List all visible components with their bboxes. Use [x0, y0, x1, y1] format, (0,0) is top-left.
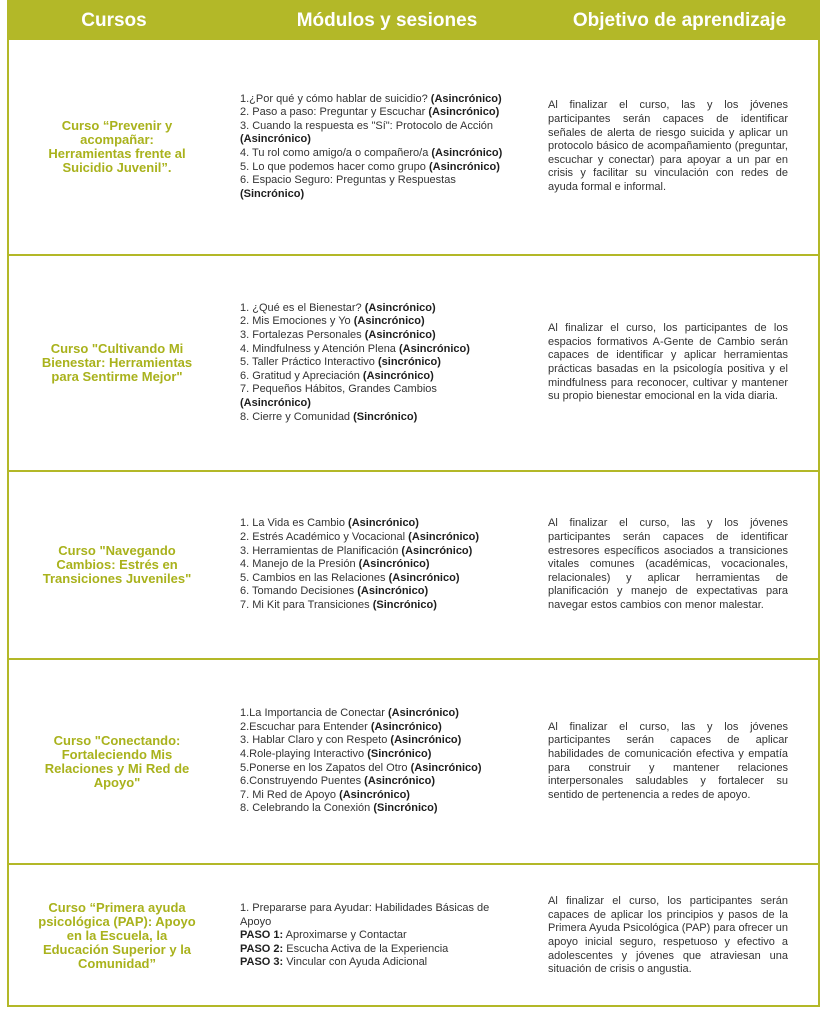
- module-item: [240, 517, 479, 531]
- module-title: 2. Estrés Académico y Vocacional: [240, 531, 406, 544]
- module-title: 3. Hablar Claro y con Respeto: [240, 734, 388, 747]
- modality-tag: (Asincrónico): [401, 544, 473, 557]
- table-row-prevenir: [9, 40, 818, 256]
- module-title: 4. Tu rol como amigo/a o compañero/a: [240, 147, 429, 159]
- modules-cell: [240, 660, 508, 863]
- modality-tag: (Asincrónico): [362, 369, 434, 382]
- module-item: [240, 147, 508, 161]
- modality-tag: (Asincrónico): [357, 585, 429, 598]
- module-item: [240, 161, 508, 175]
- modality-tag: (Sincrónico): [240, 187, 305, 200]
- module-title: Escucha Activa de la Experiencia: [286, 942, 449, 955]
- module-title: Vincular con Ayuda Adicional: [286, 956, 428, 969]
- module-title: 2. Paso a paso: Preguntar y Escuchar: [240, 106, 426, 119]
- course-cell: [9, 256, 225, 470]
- learning-objective: Al finalizar el curso, los participantes serán capaces de aplicar los principios y pasos de la Primera Ayuda Psicológica (PAP) para ofrecer un apoyo inicial seguro, respetuoso y efectivo a adolescentes y jóvenes que atraviesan una situación de crisis o angustia.: [548, 895, 788, 976]
- modality-tag: (Asincrónico): [431, 147, 503, 159]
- module-item: [240, 585, 479, 599]
- module-item: [240, 599, 479, 613]
- modality-tag: (Asincrónico): [410, 761, 482, 774]
- module-title: 6.Construyendo Puentes: [240, 775, 362, 788]
- module-title: 7. Mi Red de Apoyo: [240, 788, 337, 801]
- module-item: [240, 707, 482, 721]
- modality-tag: (Sincrónico): [373, 802, 438, 815]
- modality-tag: (Asincrónico): [353, 315, 425, 328]
- modality-tag: (Asincrónico): [364, 301, 436, 314]
- modality-tag: (Asincrónico): [430, 92, 502, 105]
- modality-tag: (Asincrónico): [428, 160, 500, 173]
- course-title: Curso "Navegando Cambios: Estrés en Transiciones Juveniles": [42, 543, 192, 586]
- modality-tag: (Sincrónico): [372, 598, 437, 611]
- learning-objective: Al finalizar el curso, las y los jóvenes participantes serán capaces de aplicar habilidades de comunicación efectiva y empatía para construir y mantener relaciones interpersonales saludables y fortalecer su sentido de pertenencia a redes de apoyo.: [548, 720, 788, 801]
- module-title: 5. Taller Práctico Interactivo: [240, 356, 375, 369]
- module-title: 1. ¿Qué es el Bienestar?: [240, 301, 362, 314]
- module-list: [240, 517, 479, 612]
- module-list: [240, 302, 508, 424]
- header-courses: Cursos: [81, 10, 147, 31]
- module-item: [240, 315, 508, 329]
- module-title: 2. Mis Emociones y Yo: [240, 315, 351, 328]
- course-cell: [9, 40, 225, 254]
- module-title: 5. Lo que podemos hacer como grupo: [240, 160, 426, 173]
- module-item: [240, 956, 508, 970]
- module-title: 1.La Importancia de Conectar: [240, 707, 385, 720]
- objective-cell: [548, 660, 788, 863]
- module-item: [240, 545, 479, 559]
- course-title: Curso "Cultivando Mi Bienestar: Herramientas para Sentirme Mejor": [41, 341, 193, 384]
- course-cell: [9, 865, 225, 1007]
- module-item: [240, 902, 508, 929]
- module-item: [240, 370, 508, 384]
- module-title: 3. Fortalezas Personales: [240, 329, 362, 342]
- objective-cell: [548, 472, 788, 658]
- table-row-navegando: [9, 472, 818, 660]
- module-item: [240, 531, 479, 545]
- module-list: [240, 707, 482, 816]
- module-title: 3. Herramientas de Planificación: [240, 544, 399, 557]
- module-item: [240, 302, 508, 316]
- modality-tag: (Asincrónico): [364, 775, 436, 788]
- module-list: [240, 93, 508, 202]
- modality-tag: (Asincrónico): [388, 571, 460, 584]
- modality-tag: (Sincrónico): [367, 747, 432, 760]
- module-title: 8. Cierre y Comunidad: [240, 410, 351, 423]
- modality-tag: (Sincrónico): [353, 410, 418, 423]
- table-row-conectando: [9, 660, 818, 865]
- modality-tag: (Asincrónico): [428, 106, 500, 119]
- modality-tag: (Asincrónico): [364, 329, 436, 342]
- modules-cell: [240, 865, 508, 1007]
- header-objective: Objetivo de aprendizaje: [572, 10, 787, 31]
- learning-objective: Al finalizar el curso, los participantes de los espacios formativos A-Gente de Cambio serán capaces de identificar y aplicar herramientas prácticas basadas en la psicología positiva y el mindfulness para reconocer, cultivar y mantener su propio bienestar emocional en la vida diaria.: [548, 322, 788, 403]
- modality-tag: (Asincrónico): [240, 133, 311, 146]
- table-row-bienestar: [9, 256, 818, 472]
- table-row-pap: [9, 865, 818, 1007]
- modality-tag: (Asincrónico): [240, 396, 311, 409]
- modality-tag: (Asincrónico): [399, 342, 470, 355]
- objective-cell: [548, 40, 788, 254]
- module-title: 4.Role-playing Interactivo: [240, 747, 365, 760]
- module-item: [240, 120, 508, 147]
- objective-cell: [548, 865, 788, 1007]
- step-label: PASO 1:: [240, 929, 284, 942]
- module-title: 6. Tomando Decisiones: [240, 585, 355, 598]
- course-title: Curso "Conectando: Fortaleciendo Mis Relaciones y Mi Red de Apoyo": [44, 732, 190, 790]
- modality-tag: (Asincrónico): [348, 517, 419, 530]
- module-item: [240, 329, 508, 343]
- module-item: [240, 762, 482, 776]
- module-item: [240, 174, 508, 201]
- learning-objective: Al finalizar el curso, las y los jóvenes participantes serán capaces de identificar estresores específicos asociados a transiciones vitales comunes (académicas, vocacionales, relacionales) y aplicar herramientas de planificación y manejo de expectativas para navegar estos cambios con menor malestar.: [548, 517, 788, 611]
- module-title: 4. Manejo de la Presión: [240, 558, 356, 571]
- module-title: 4. Mindfulness y Atención Plena: [240, 342, 396, 355]
- modality-tag: (Asincrónico): [370, 720, 442, 733]
- module-item: [240, 558, 479, 572]
- module-item: [240, 943, 508, 957]
- module-item: [240, 106, 508, 120]
- module-title: Aproximarse y Contactar: [285, 929, 407, 942]
- module-title: 1. La Vida es Cambio: [240, 517, 345, 530]
- table-header: [9, 2, 818, 40]
- module-title: 8. Celebrando la Conexión: [240, 802, 371, 815]
- module-item: [240, 343, 508, 357]
- header-modules: Módulos y sesiones: [296, 10, 478, 31]
- module-title: 3. Cuando la respuesta es "Sí": Protocolo de Acción: [240, 119, 494, 132]
- modality-tag: (Asincrónico): [408, 531, 480, 544]
- course-title: Curso “Primera ayuda psicológica (PAP): Apoyo en la Escuela, la Educación Superior y la Comunidad”: [38, 900, 196, 971]
- module-title: 1.¿Por qué y cómo hablar de suicidio?: [240, 92, 428, 105]
- module-title: 6. Gratitud y Apreciación: [240, 369, 360, 382]
- module-item: [240, 383, 508, 410]
- module-title: 7. Pequeños Hábitos, Grandes Cambios: [240, 383, 437, 396]
- module-title: 1. Prepararse para Ayudar: Habilidades Básicas de Apoyo: [240, 902, 490, 928]
- module-title: 7. Mi Kit para Transiciones: [240, 598, 370, 611]
- step-label: PASO 2:: [240, 942, 284, 955]
- module-list: [240, 902, 508, 970]
- modality-tag: (sincrónico): [377, 356, 441, 369]
- course-title: Curso “Prevenir y acompañar: Herramientas frente al Suicidio Juvenil”.: [48, 118, 186, 175]
- modules-cell: [240, 256, 508, 470]
- module-item: [240, 411, 508, 425]
- module-item: [240, 721, 482, 735]
- module-item: [240, 789, 482, 803]
- module-item: [240, 734, 482, 748]
- modality-tag: (Asincrónico): [339, 788, 410, 801]
- course-cell: [9, 660, 225, 863]
- module-item: [240, 356, 508, 370]
- modules-cell: [240, 472, 508, 658]
- modality-tag: (Asincrónico): [387, 707, 459, 720]
- course-table: [7, 0, 820, 1007]
- objective-cell: [548, 256, 788, 470]
- module-item: [240, 572, 479, 586]
- module-title: 6. Espacio Seguro: Preguntas y Respuestas: [240, 174, 456, 187]
- module-title: 5. Cambios en las Relaciones: [240, 571, 386, 584]
- module-title: 2.Escuchar para Entender: [240, 720, 368, 733]
- module-item: [240, 775, 482, 789]
- module-title: 5.Ponerse en los Zapatos del Otro: [240, 761, 408, 774]
- module-item: [240, 802, 482, 816]
- modules-cell: [240, 40, 508, 254]
- learning-objective: Al finalizar el curso, las y los jóvenes participantes serán capaces de identificar señales de alerta de riesgo suicida y aplicar un protocolo básico de acompañamiento (preguntar, escuchar y conectar) para apoyar a un par en crisis y facilitar su vinculación con redes de ayuda formal e informal.: [548, 99, 788, 193]
- module-item: [240, 929, 508, 943]
- modality-tag: (Asincrónico): [390, 734, 462, 747]
- course-cell: [9, 472, 225, 658]
- modality-tag: (Asincrónico): [358, 558, 430, 571]
- step-label: PASO 3:: [240, 956, 284, 969]
- module-item: [240, 748, 482, 762]
- module-item: [240, 93, 508, 107]
